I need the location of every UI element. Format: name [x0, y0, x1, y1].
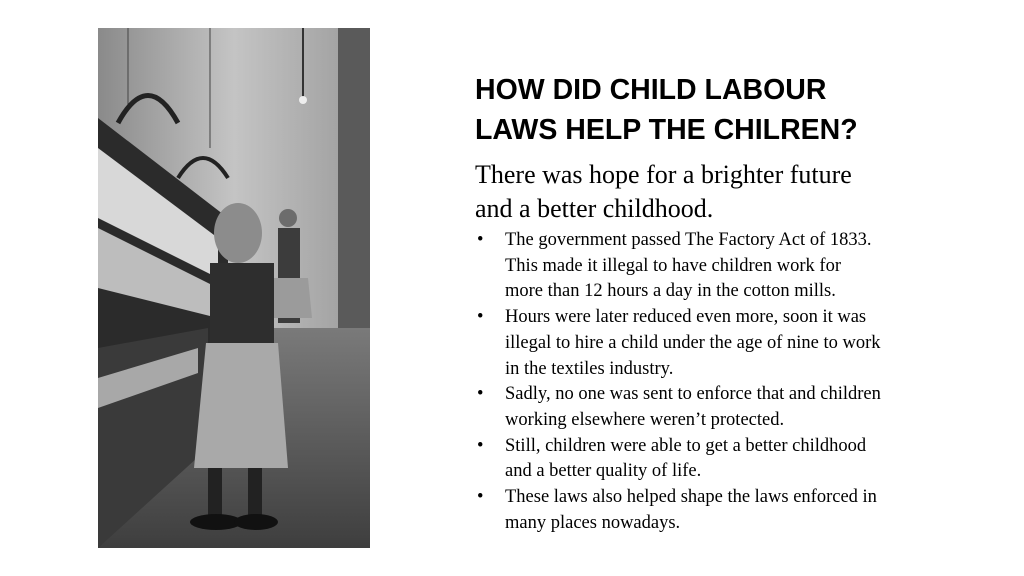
bullet-item	[475, 228, 945, 305]
bullet-line: in the textiles industry.	[505, 358, 674, 379]
bullet-line: These laws also helped shape the laws enforced in	[505, 487, 877, 508]
intro-line: and a better childhood.	[475, 194, 714, 223]
bullet-list	[475, 228, 945, 536]
intro-line: There was hope for a brighter future	[475, 160, 852, 189]
bullet-line: The government passed The Factory Act of 1833.	[505, 230, 872, 250]
bullet-item	[475, 382, 945, 433]
bullet-icon: •	[477, 307, 484, 328]
slide-title	[475, 70, 945, 150]
bullet-item	[475, 434, 945, 485]
bullet-line: working elsewhere weren’t protected.	[505, 409, 785, 430]
bullet-line: Hours were later reduced even more, soon it was	[505, 307, 867, 328]
bullet-line: Sadly, no one was sent to enforce that and children	[505, 384, 881, 405]
bullet-item	[475, 305, 945, 382]
title-line: HOW DID CHILD LABOUR	[475, 74, 827, 106]
bullet-icon: •	[477, 230, 484, 250]
bullet-line: This made it illegal to have children work for	[505, 255, 841, 276]
bullet-line: more than 12 hours a day in the cotton mills.	[505, 281, 836, 302]
bullet-icon: •	[477, 435, 484, 456]
bullet-icon: •	[477, 487, 484, 508]
bullet-line: illegal to hire a child under the age of nine to work	[505, 332, 881, 353]
slide-content	[475, 70, 945, 536]
child-mill-worker-photo	[98, 28, 370, 548]
bullet-item	[475, 485, 945, 536]
bullet-line: many places nowadays.	[505, 512, 681, 533]
bullet-icon: •	[477, 384, 484, 405]
intro-text	[475, 158, 945, 226]
title-line: LAWS HELP THE CHILREN?	[475, 114, 858, 146]
bullet-line: Still, children were able to get a better childhood	[505, 435, 867, 456]
bullet-line: and a better quality of life.	[505, 461, 702, 482]
